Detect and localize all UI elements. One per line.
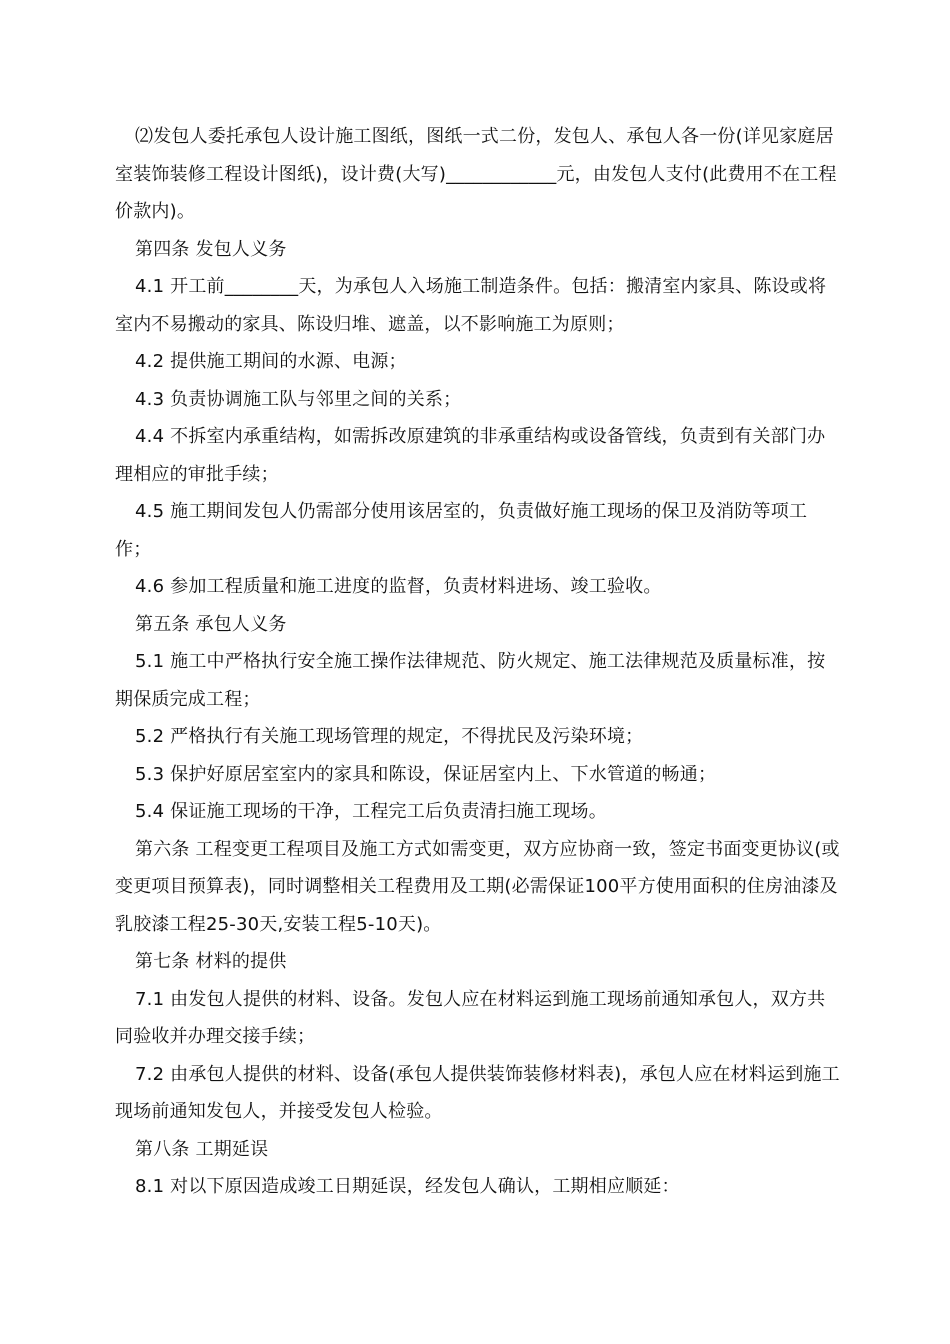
article-7-heading: 第七条 材料的提供 [135, 951, 287, 972]
article-5-heading: 第五条 承包人义务 [135, 613, 287, 635]
paragraph-design-drawings: ⑵发包人委托承包人设计施工图纸，图纸一式二份，发包人、承包人各一份(详见家庭居室装饰装修工程设计图纸)，设计费(大写)____________元，由发包人支付(此费用不在工程价款内)。 [115, 126, 837, 222]
paragraph-4-4: 4.4 不拆室内承重结构，如需拆改原建筑的非承重结构或设备管线，负责到有关部门办理相应的审批手续； [115, 426, 826, 485]
paragraph-4-3: 4.3 负责协调施工队与邻里之间的关系； [135, 388, 462, 410]
article-4-heading: 第四条 发包人义务 [135, 238, 287, 260]
article-8-heading: 第八条 工期延误 [135, 1138, 269, 1160]
paragraph-7-1: 7.1 由发包人提供的材料、设备。发包人应在材料运到施工现场前通知承包人，双方共同验收并办理交接手续； [115, 988, 826, 1047]
document-body [115, 118, 843, 1206]
paragraph-5-3: 5.3 保护好原居室室内的家具和陈设，保证居室内上、下水管道的畅通； [135, 763, 717, 785]
paragraph-5-2: 5.2 严格执行有关施工现场管理的规定，不得扰民及污染环境； [135, 726, 644, 747]
paragraph-4-6: 4.6 参加工程质量和施工进度的监督，负责材料进场、竣工验收。 [135, 576, 662, 597]
paragraph-4-1: 4.1 开工前________天，为承包人入场施工制造条件。包括：搬清室内家具、陈设或将室内不易搬动的家具、陈设归堆、遮盖，以不影响施工为原则； [115, 276, 827, 335]
paragraph-4-2: 4.2 提供施工期间的水源、电源； [135, 351, 407, 372]
paragraph-7-2: 7.2 由承包人提供的材料、设备(承包人提供装饰装修材料表)，承包人应在材料运到施工现场前通知发包人，并接受发包人检验。 [115, 1063, 840, 1122]
paragraph-8-1: 8.1 对以下原因造成竣工日期延误，经发包人确认，工期相应顺延： [135, 1176, 680, 1197]
paragraph-4-5: 4.5 施工期间发包人仍需部分使用该居室的，负责做好施工现场的保卫及消防等项工作； [115, 501, 808, 560]
paragraph-5-4: 5.4 保证施工现场的干净，工程完工后负责清扫施工现场。 [135, 801, 607, 822]
paragraph-5-1: 5.1 施工中严格执行安全施工操作法律规范、防火规定、施工法律规范及质量标准，按期保质完成工程； [115, 651, 826, 710]
article-6-paragraph: 第六条 工程变更工程项目及施工方式如需变更，双方应协商一致，签定书面变更协议(或变更项目预算表)，同时调整相关工程费用及工期(必需保证100平方使用面积的住房油漆及乳胶漆工程25-30天,安装工程5-10天)。 [115, 838, 840, 935]
